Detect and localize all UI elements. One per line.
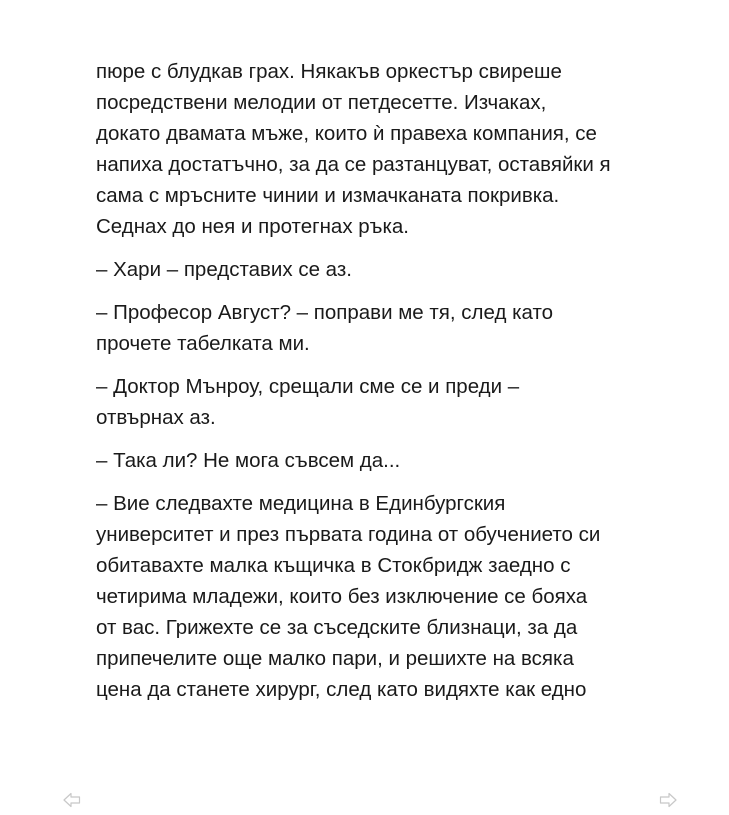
text-line: прочете табелката ми.: [96, 332, 310, 355]
text-line: обитавахте малка къщичка в Стокбридж заедно с: [96, 554, 571, 577]
text-line: от вас. Грижехте се за съседските близнаци, за да: [96, 616, 578, 639]
text-line: докато двамата мъже, които ѝ правеха компания, се: [96, 122, 597, 145]
text-line: – Хари – представих се аз.: [96, 258, 352, 281]
text-line: цена да станете хирург, след като видяхте как едно: [96, 678, 587, 701]
text-line: пюре с блудкав грах. Някакъв оркестър свиреше: [96, 60, 562, 83]
paragraph: [96, 488, 656, 705]
paragraph: [96, 445, 656, 476]
text-line: – Професор Август? – поправи ме тя, след като: [96, 301, 554, 324]
text-line: – Вие следвахте медицина в Единбургския: [96, 492, 506, 515]
text-line: университет и през първата година от обучението си: [96, 523, 601, 546]
paragraph: [96, 297, 656, 359]
text-line: отвърнах аз.: [96, 406, 216, 429]
text-line: напиха достатъчно, за да се разтанцуват, оставяйки я: [96, 153, 611, 176]
text-line: сама с мръсните чинии и измачканата покривка.: [96, 184, 560, 207]
text-line: – Така ли? Не мога съвсем да...: [96, 449, 401, 472]
paragraph: [96, 56, 656, 242]
text-line: посредствени мелодии от петдесетте. Изчаках,: [96, 91, 547, 114]
text-line: четирима младежи, които без изключение се бояха: [96, 585, 588, 608]
document-body: [96, 56, 656, 717]
arrow-left-icon-graphic: [63, 792, 81, 808]
paragraph: [96, 254, 656, 285]
text-line: – Доктор Мънроу, срещали сме се и преди –: [96, 375, 520, 398]
arrow-left-icon[interactable]: [63, 792, 81, 808]
text-line: Седнах до нея и протегнах ръка.: [96, 215, 409, 238]
arrow-right-icon[interactable]: [659, 792, 677, 808]
paragraph: [96, 371, 656, 433]
text-line: припечелите още малко пари, и решихте на всяка: [96, 647, 574, 670]
arrow-right-icon-graphic: [659, 792, 677, 808]
